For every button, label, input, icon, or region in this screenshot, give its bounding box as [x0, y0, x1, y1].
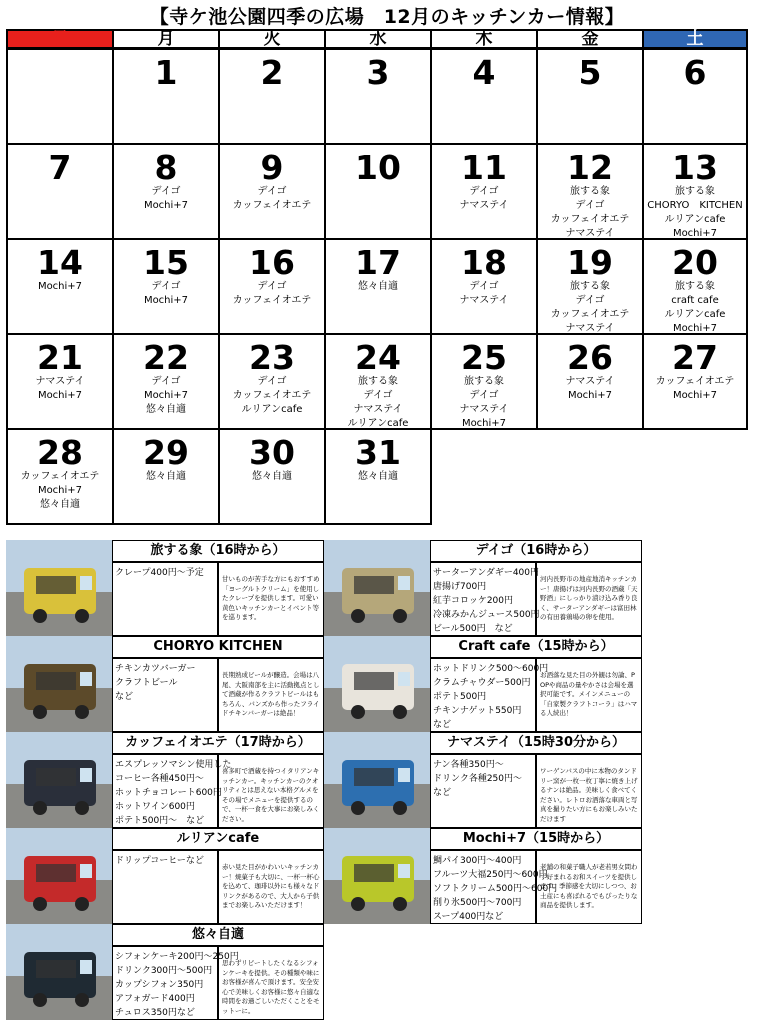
- weekday-header: 土: [642, 29, 748, 49]
- menu-item: ポテト500円: [433, 692, 487, 702]
- weekday-header: 火: [218, 29, 326, 49]
- calendar: [6, 29, 748, 524]
- vendor-entry: 旅する象: [358, 376, 398, 387]
- day-number: 31: [355, 433, 401, 472]
- vendor-entry: ナマステイ: [35, 376, 85, 387]
- menu-item: チキンカツバーガー: [115, 664, 196, 674]
- vendor-card: [6, 828, 324, 924]
- calendar-day-cell: [112, 428, 220, 525]
- weekday-header: 金: [536, 29, 644, 49]
- vendor-entry: Mochi+7: [143, 200, 189, 211]
- vendor-entry: 悠々自適: [358, 281, 398, 292]
- vendor-description: 河内長野市の地産地消キッチンカー！唐揚げは河内長野の酒蔵「天野酒」にしっかり漬け込み香り良く、サーターアンダギーは富田林の有田養鶏場の卵を使用。: [536, 562, 642, 636]
- vendor-entry: ナマステイ: [459, 404, 509, 415]
- vendor-entry: Mochi+7: [143, 390, 189, 401]
- vendor-entry: Mochi+7: [672, 228, 718, 239]
- vendor-name: カッフェイオエテ（17時から）: [112, 732, 324, 754]
- vendor-menu: [112, 562, 218, 636]
- vendor-name: 旅する象（16時から）: [112, 540, 324, 562]
- menu-item: アフォガード400円: [115, 994, 195, 1004]
- menu-item: など: [115, 692, 134, 702]
- vendor-entry: ナマステイ: [459, 295, 509, 306]
- day-number: 5: [578, 53, 602, 92]
- calendar-day-cell: [112, 333, 220, 430]
- vendor-entry: Mochi+7: [37, 485, 83, 496]
- day-number: 29: [143, 433, 189, 472]
- vendor-entry: ルリアンcafe: [347, 418, 409, 429]
- vendor-entry: Mochi+7: [461, 418, 507, 429]
- calendar-day-cell: [642, 48, 748, 145]
- calendar-day-cell: [6, 333, 114, 430]
- day-number: 28: [37, 433, 83, 472]
- vendor-card: [324, 540, 642, 636]
- menu-item: 冷凍みかんジュース500円: [433, 610, 540, 620]
- vendor-entry: デイゴ: [151, 281, 181, 292]
- food-truck-photo: [6, 732, 112, 828]
- day-number: 16: [249, 243, 295, 282]
- vendor-entry: デイゴ: [151, 376, 181, 387]
- vendor-entry: Mochi+7: [672, 323, 718, 334]
- vendor-entry: 旅する象: [464, 376, 504, 387]
- vendor-description: 長期熟成ビールが醸造。会場は八尾、大阪南部を主に活動拠点として酒蔵が作るクラフトビールはもちろん、バンズから作ったフライドチキンバーガーは絶品！: [218, 658, 324, 732]
- menu-item: など: [433, 788, 452, 798]
- calendar-day-cell: [218, 333, 326, 430]
- menu-item: ドリンク各種250円～: [433, 774, 522, 784]
- day-number: 6: [683, 53, 707, 92]
- vendor-menu: [430, 850, 558, 924]
- day-number: 11: [461, 148, 507, 187]
- vendor-entry: ナマステイ: [565, 228, 615, 239]
- vendor-entry: カッフェイオエテ: [655, 376, 735, 387]
- vendor-entry: Mochi+7: [37, 390, 83, 401]
- vendor-entry: ルリアンcafe: [664, 309, 726, 320]
- vendor-name: ルリアンcafe: [112, 828, 324, 850]
- vendor-description: 甘いものが苦手な方にもおすすめ「ヨーグルトクリーム」を使用したクレープを提供します。可愛い黄色いキッチンカーとイベント等を巡ります。: [218, 562, 324, 636]
- vendor-entry: デイゴ: [151, 186, 181, 197]
- day-number: 14: [37, 243, 83, 282]
- day-number: 15: [143, 243, 189, 282]
- vendor-entry: 悠々自適: [252, 471, 292, 482]
- vendor-entry: ナマステイ: [565, 323, 615, 334]
- day-number: 4: [472, 53, 496, 92]
- food-truck-photo: [6, 924, 112, 1020]
- day-number: 24: [355, 338, 401, 377]
- vendor-card: [6, 636, 324, 732]
- calendar-day-cell: [112, 143, 220, 240]
- vendor-entry: カッフェイオエテ: [550, 214, 630, 225]
- menu-item: クラフトビール: [115, 678, 178, 688]
- vendor-entry: ナマステイ: [565, 376, 615, 387]
- calendar-day-cell: [536, 238, 644, 335]
- menu-item: ナン各種350円～: [433, 760, 504, 770]
- day-number: 20: [672, 243, 718, 282]
- vendor-entry: 悠々自適: [40, 499, 80, 510]
- day-number: 1: [154, 53, 178, 92]
- food-truck-photo: [6, 540, 112, 636]
- vendor-description: ワーゲンバスの中に本物のタンドリー窯が一枚一枚丁寧に焼き上げるナンは絶品。美味しく食べてください。レトロお洒落な車両と写真を撮りたい方にもお楽しみいただけます: [536, 754, 642, 828]
- calendar-day-cell: [324, 238, 432, 335]
- menu-item: など: [433, 720, 452, 730]
- vendor-entry: デイゴ: [469, 390, 499, 401]
- menu-item: ポテト500円～ など: [115, 816, 205, 826]
- vendor-entry: カッフェイオエテ: [232, 200, 312, 211]
- vendor-entry: 旅する象: [570, 186, 610, 197]
- vendor-description: 赤い見た目がかわいいキッチンカー！焼菓子も大切に、一杯一杯心を込めて、珈琲以外にも様々なドリンクがあるので、大人から子供までお楽しみいただけます！: [218, 850, 324, 924]
- calendar-day-cell: [6, 48, 114, 145]
- calendar-day-cell: [6, 428, 114, 525]
- day-number: 8: [154, 148, 178, 187]
- day-number: 9: [260, 148, 284, 187]
- calendar-day-cell: [642, 143, 748, 240]
- vendor-menu: [112, 658, 218, 732]
- day-number: 22: [143, 338, 189, 377]
- menu-item: ドリップコーヒーなど: [115, 856, 204, 866]
- vendor-entry: 旅する象: [675, 186, 715, 197]
- vendor-entry: 旅する象: [570, 281, 610, 292]
- vendor-card: [324, 828, 642, 924]
- vendor-name: Craft cafe（15時から）: [430, 636, 642, 658]
- food-truck-photo: [324, 732, 430, 828]
- calendar-day-cell: [112, 238, 220, 335]
- day-number: 10: [355, 148, 401, 187]
- vendor-entry: 悠々自適: [146, 471, 186, 482]
- vendor-entry: Mochi+7: [143, 295, 189, 306]
- vendor-entry: Mochi+7: [567, 390, 613, 401]
- food-truck-photo: [6, 828, 112, 924]
- vendor-entry: craft cafe: [671, 295, 719, 306]
- day-number: 23: [249, 338, 295, 377]
- calendar-day-cell: [642, 238, 748, 335]
- menu-item: チュロス350円など: [115, 1008, 195, 1018]
- day-number: 2: [260, 53, 284, 92]
- vendor-list: [6, 540, 642, 1020]
- vendor-entry: Mochi+7: [672, 390, 718, 401]
- weekday-header: 月: [112, 29, 220, 49]
- vendor-entry: ナマステイ: [353, 404, 403, 415]
- vendor-entry: ルリアンcafe: [241, 404, 303, 415]
- vendor-card: [324, 636, 642, 732]
- menu-item: フルーツ大福250円～600円: [433, 870, 548, 880]
- calendar-day-cell: [218, 143, 326, 240]
- menu-item: サーターアンダギー400円: [433, 568, 540, 578]
- vendor-entry: デイゴ: [469, 186, 499, 197]
- calendar-day-cell: [218, 428, 326, 525]
- calendar-day-cell: [430, 333, 538, 430]
- vendor-name: デイゴ（16時から）: [430, 540, 642, 562]
- weekday-header: 水: [324, 29, 432, 49]
- vendor-entry: 旅する象: [675, 281, 715, 292]
- vendor-entry: CHORYO KITCHEN: [647, 200, 743, 211]
- vendor-menu: [430, 562, 540, 636]
- calendar-day-cell: [324, 333, 432, 430]
- vendor-name: Mochi+7（15時から）: [430, 828, 642, 850]
- calendar-day-cell: [430, 143, 538, 240]
- vendor-card: [6, 732, 324, 828]
- menu-item: ホットチョコレート600円: [115, 788, 222, 798]
- vendor-entry: 悠々自適: [146, 404, 186, 415]
- menu-item: エスプレッソマシン使用した: [115, 760, 232, 770]
- vendor-entry: デイゴ: [257, 281, 287, 292]
- calendar-day-cell: [430, 48, 538, 145]
- vendor-entry: ナマステイ: [459, 200, 509, 211]
- vendor-description: 喜多町で酒蔵を持つイタリアンキッチンカー。キッチンカーのクオリティとは思えない本格グルメをその場でメニューを提供するので、一杯一食を大事にお楽しみください。: [218, 754, 324, 828]
- day-number: 17: [355, 243, 401, 282]
- day-number: 30: [249, 433, 295, 472]
- calendar-day-cell: [6, 238, 114, 335]
- vendor-entry: カッフェイオエテ: [232, 295, 312, 306]
- food-truck-photo: [6, 636, 112, 732]
- vendor-description: 思わずリピートしたくなるシフォンケーキを提供。その種類や味にお客様が喜んで頂けます。安全安心で美味しくお客様に悠々自適な時間をお過ごしいただくことをモットーに。: [218, 946, 324, 1020]
- food-truck-photo: [324, 540, 430, 636]
- vendor-menu: [112, 850, 218, 924]
- food-truck-photo: [324, 636, 430, 732]
- menu-item: ビール500円 など: [433, 624, 513, 634]
- calendar-day-cell: [536, 333, 644, 430]
- calendar-day-cell: [324, 428, 432, 525]
- calendar-day-cell: [324, 48, 432, 145]
- vendor-description: お洒落な見た目の外観は勿論、POPや商品の量やかさは会場を選択可能です。メインメニューの「自家製クラフトコーラ」はハマる人続出！: [536, 658, 642, 732]
- vendor-entry: デイゴ: [257, 376, 287, 387]
- menu-item: 鯛パイ300円～400円: [433, 856, 522, 866]
- calendar-day-cell: [218, 48, 326, 145]
- vendor-entry: 悠々自適: [358, 471, 398, 482]
- vendor-card: [324, 732, 642, 828]
- calendar-day-cell: [6, 143, 114, 240]
- food-truck-photo: [324, 828, 430, 924]
- vendor-menu: [112, 946, 239, 1020]
- menu-item: ホットドリンク500～600円: [433, 664, 549, 674]
- menu-item: ドリンク300円～500円: [115, 966, 213, 976]
- menu-item: シフォンケーキ200円～250円: [115, 952, 239, 962]
- vendor-entry: ルリアンcafe: [664, 214, 726, 225]
- day-number: 26: [567, 338, 613, 377]
- vendor-name: 悠々自適: [112, 924, 324, 946]
- menu-item: 紅芋コロッケ200円: [433, 596, 513, 606]
- menu-item: クラムチャウダー500円: [433, 678, 531, 688]
- vendor-entry: デイゴ: [575, 200, 605, 211]
- vendor-card: [6, 540, 324, 636]
- menu-item: 削り氷500円～700円: [433, 898, 522, 908]
- day-number: 25: [461, 338, 507, 377]
- vendor-name: CHORYO KITCHEN: [112, 636, 324, 658]
- vendor-entry: カッフェイオエテ: [550, 309, 630, 320]
- day-number: 13: [672, 148, 718, 187]
- calendar-day-cell: [324, 143, 432, 240]
- menu-item: ホットワイン600円: [115, 802, 195, 812]
- vendor-menu: [430, 658, 549, 732]
- day-number: 27: [672, 338, 718, 377]
- menu-item: コーヒー各種450円～: [115, 774, 204, 784]
- calendar-day-cell: [112, 48, 220, 145]
- menu-item: クレープ400円～予定: [115, 568, 204, 578]
- vendor-name: ナマステイ（15時30分から）: [430, 732, 642, 754]
- vendor-entry: デイゴ: [363, 390, 393, 401]
- day-number: 3: [366, 53, 390, 92]
- vendor-menu: [430, 754, 536, 828]
- vendor-card: [6, 924, 324, 1020]
- menu-item: スープ400円など: [433, 912, 504, 922]
- calendar-day-cell: [642, 333, 748, 430]
- calendar-day-cell: [536, 48, 644, 145]
- vendor-entry: デイゴ: [257, 186, 287, 197]
- day-number: 19: [567, 243, 613, 282]
- weekday-header: 日: [6, 29, 114, 49]
- menu-item: チキンナゲット550円: [433, 706, 522, 716]
- day-number: 7: [48, 148, 72, 187]
- vendor-entry: Mochi+7: [37, 281, 83, 292]
- weekday-header: 木: [430, 29, 538, 49]
- day-number: 12: [567, 148, 613, 187]
- vendor-menu: [112, 754, 232, 828]
- day-number: 18: [461, 243, 507, 282]
- page-title: 【寺ケ池公園四季の広場 12月のキッチンカー情報】: [149, 6, 625, 28]
- menu-item: カップシフォン350円: [115, 980, 204, 990]
- day-number: 21: [37, 338, 83, 377]
- calendar-day-cell: [430, 238, 538, 335]
- calendar-day-cell: [536, 143, 644, 240]
- vendor-description: 老舗の和菓子職人が老若男女問わず好まれるお和スイーツを提供します。季節感を大切にしつつ、お土産にも喜ばれるでもぴったりな商品を提供します。: [536, 850, 642, 924]
- vendor-entry: カッフェイオエテ: [20, 471, 100, 482]
- vendor-entry: カッフェイオエテ: [232, 390, 312, 401]
- calendar-day-cell: [218, 238, 326, 335]
- vendor-entry: デイゴ: [469, 281, 499, 292]
- menu-item: 唐揚げ700円: [433, 582, 487, 592]
- menu-item: ソフトクリーム500円～600円: [433, 884, 558, 894]
- vendor-entry: デイゴ: [575, 295, 605, 306]
